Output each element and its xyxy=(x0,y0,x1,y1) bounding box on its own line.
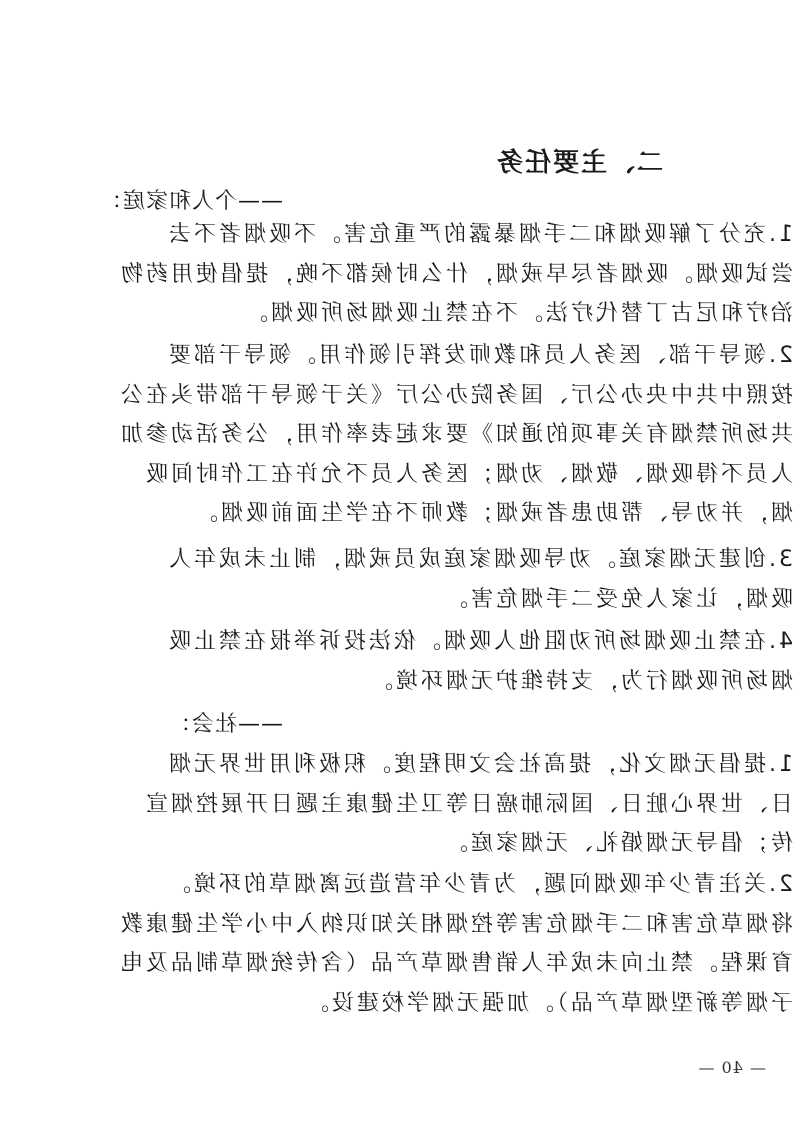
individual-family-heading: ——个人和家庭： xyxy=(98,189,283,214)
page-number: — 40 — xyxy=(697,1058,766,1077)
paragraph-society-2 xyxy=(3,865,793,1023)
text-line: 共场所禁烟有关事项的通知》要求起表率作用，公务活动参加 xyxy=(117,422,793,447)
text-line: 3.创建无烟家庭。劝导吸烟家庭成员戒烟，制止未成年人 xyxy=(166,547,793,572)
text-line: 育课程。禁止向未成年人销售烟草产品（含传统烟草制品及电 xyxy=(117,951,793,976)
text-line: 尝试吸烟。吸烟者尽早戒烟，什么时候都不晚，提倡使用药物 xyxy=(117,261,793,287)
society-heading: ——社会： xyxy=(167,712,283,737)
text-line: 人员不得吸烟、敬烟、劝烟；医务人员不允许在工作时间吸 xyxy=(142,461,793,487)
text-line: 1.充分了解吸烟和二手烟暴露的严重危害。不吸烟者不去 xyxy=(166,222,793,247)
paragraph-individual-3 xyxy=(3,540,793,619)
text-line: 烟，并劝导、帮助患者戒烟；教师不在学生面前吸烟。 xyxy=(192,501,793,526)
text-line: 烟场所吸烟行为，支持维护无烟环境。 xyxy=(367,668,793,694)
text-line: 子烟等新型烟草产品）。加强无烟学校建设。 xyxy=(303,990,793,1016)
text-line: 按照中共中央办公厅、国务院办公厅《关于领导干部带头在公 xyxy=(117,382,793,408)
text-line: 吸烟，让家人免受二手烟危害。 xyxy=(442,586,793,612)
text-line: 1.提倡无烟文化，提高社会文明程度。积极利用世界无烟 xyxy=(166,752,793,777)
paragraph-individual-4 xyxy=(3,622,793,701)
text-line: 将烟草危害和二手烟危害等控烟相关知识纳入中小学生健康教 xyxy=(117,911,793,937)
text-line: 传；倡导无烟婚礼、无烟家庭。 xyxy=(442,831,793,856)
text-line: 4.在禁止吸烟场所劝阻他人吸烟。依法投诉举报在禁止吸 xyxy=(166,629,793,654)
text-line: 2.领导干部、医务人员和教师发挥引领作用。领导干部要 xyxy=(166,343,793,368)
paragraph-individual-2 xyxy=(3,336,793,534)
section-title: 二、主要任务 xyxy=(494,148,663,178)
paragraph-society-1 xyxy=(3,745,793,864)
text-line: 2.关注青少年吸烟问题，为青少年营造远离烟草的环境。 xyxy=(166,872,793,897)
text-line: 治疗和尼古丁替代疗法。不在禁止吸烟场所吸烟。 xyxy=(242,301,793,326)
text-line: 日、世界心脏日、国际肺癌日等卫生健康主题日开展控烟宣 xyxy=(142,791,793,817)
paragraph-individual-1 xyxy=(3,215,793,334)
